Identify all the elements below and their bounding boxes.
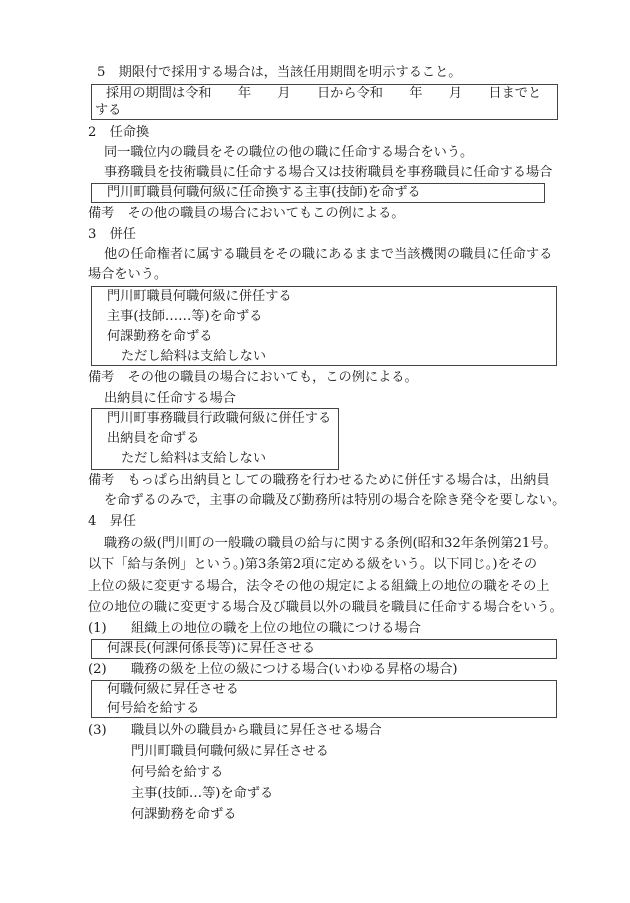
section-2-paragraph-1: 同一職位内の職員をその職位の他の職に任命する場合をいう。 (104, 145, 474, 160)
reassignment-text: 門川町職員何職何級に任命換する主事(技師)を命ずる (107, 185, 421, 200)
term-period-line-1: 採用の期間は令和 年 月 日から令和 年 月 日までと (106, 86, 542, 101)
concurrent-line: 主事(技師……等)を命ずる (107, 309, 263, 324)
section-2-heading: 2 任命換 (88, 125, 150, 140)
concurrent-line: 門川町職員何職何級に併任する (107, 289, 292, 304)
promotion-box-2-line: 何職何級に昇任させる (107, 682, 239, 697)
section-3-note-2-cont: を命ずるのみで，主事の命職及び勤務所は特別の場合を除き発令を要しない。 (104, 493, 566, 508)
item-3-number: (3) (88, 723, 107, 738)
concurrent-line: 何課勤務を命ずる (107, 329, 213, 344)
term-period-line-2: する (95, 103, 122, 118)
treasurer-line: 出納員を命ずる (107, 431, 200, 446)
section-4-heading: 4 昇任 (88, 514, 136, 529)
section-3-paragraph-2: 場合をいう。 (88, 267, 168, 282)
treasurer-line: 門川町事務職員行政職何級に併任する (107, 411, 332, 426)
item-1-number: (1) (88, 621, 107, 636)
treasurer-subheading: 出納員に任命する場合 (104, 391, 236, 406)
section-4-paragraph: 職務の級(門川町の一般職の職員の給与に関する条例(昭和32年条例第21号。 (104, 536, 557, 551)
item-3-line: 主事(技師…等)を命ずる (131, 786, 274, 801)
section-2-note: 備考 その他の職員の場合においてもこの例による。 (88, 206, 405, 221)
item-1-text: 組織上の地位の職を上位の地位の職につける場合 (131, 621, 421, 636)
section-4-paragraph: 位の地位の職に変更する場合及び職員以外の職員を職員に任命する場合をいう。 (88, 600, 563, 615)
item-3-line: 何号給を給する (131, 765, 224, 780)
section-3-note-2: 備考 もっぱら出納員としての職務を行わせるために併任する場合は，出納員 (88, 473, 550, 488)
promotion-box-1-text: 何課長(何課何係長等)に昇任させる (107, 641, 316, 656)
section-3-heading: 3 併任 (88, 227, 136, 242)
treasurer-line: ただし給料は支給しない (121, 451, 267, 466)
section-3-note-1: 備考 その他の職員の場合においても，この例による。 (88, 370, 418, 385)
section-4-paragraph: 以下「給与条例」という。)第3条第2項に定める級をいう。以下同じ。)をその (88, 557, 538, 572)
item-3-text: 職員以外の職員から職員に昇任させる場合 (131, 723, 382, 738)
item-3-line: 門川町職員何職何級に昇任させる (131, 744, 329, 759)
section-4-paragraph: 上位の級に変更する場合，法令その他の規定による組織上の地位の職をその上 (88, 579, 550, 594)
section-2-paragraph-2: 事務職員を技術職員に任命する場合又は技術職員を事務職員に任命する場合 (104, 165, 553, 180)
item-2-text: 職務の級を上位の級につける場合(いわゆる昇格の場合) (131, 662, 458, 677)
concurrent-line: ただし給料は支給しない (121, 349, 267, 364)
section-5-heading: 5 期限付で採用する場合は，当該任用期間を明示すること。 (97, 65, 462, 80)
section-3-paragraph-1: 他の任命権者に属する職員をその職にあるままで当該機関の職員に任命する (104, 247, 553, 262)
item-3-line: 何課勤務を命ずる (131, 807, 237, 822)
item-2-number: (2) (88, 662, 107, 677)
promotion-box-2-line: 何号給を給する (107, 701, 200, 716)
